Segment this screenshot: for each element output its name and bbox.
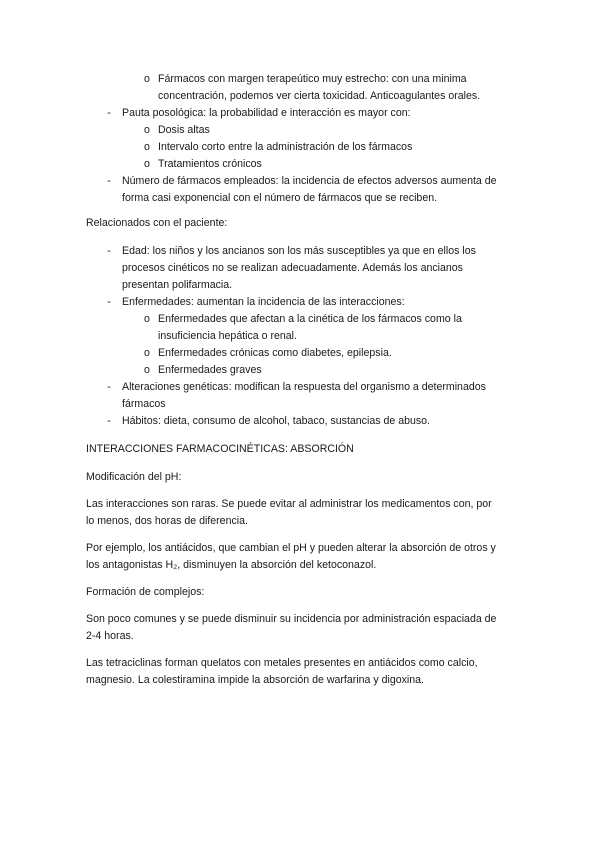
- list-item-text: Número de fármacos empleados: la incidencia de efectos adversos aumenta de: [122, 175, 497, 187]
- circle-bullet: o: [144, 313, 150, 325]
- paragraph-line: los antagonistas H₂, disminuyen la absorción del ketoconazol.: [86, 559, 377, 571]
- list-item-text: Tratamientos crónicos: [158, 158, 262, 170]
- dash-bullet: -: [107, 415, 111, 427]
- list-item-text: Dosis altas: [158, 124, 210, 136]
- subsection-label: Formación de complejos:: [86, 586, 205, 598]
- list-item-text: Edad: los niños y los ancianos son los más susceptibles ya que en ellos los: [122, 245, 476, 257]
- list-item-text: Enfermedades crónicas como diabetes, epilepsia.: [158, 347, 392, 359]
- list-item-text: Alteraciones genéticas: modifican la respuesta del organismo a determinados: [122, 381, 486, 393]
- paragraph-line: 2-4 horas.: [86, 630, 134, 642]
- list-item-text: Enfermedades que afectan a la cinética de los fármacos como la: [158, 313, 462, 325]
- paragraph-line: Son poco comunes y se puede disminuir su incidencia por administración espaciada de: [86, 613, 497, 625]
- dash-bullet: -: [107, 245, 111, 257]
- dash-bullet: -: [107, 175, 111, 187]
- list-item-text: concentración, podemos ver cierta toxicidad. Anticoagulantes orales.: [158, 90, 481, 102]
- section-heading: INTERACCIONES FARMACOCINÉTICAS: ABSORCIÓN: [86, 443, 354, 455]
- list-item-text: Enfermedades graves: [158, 364, 262, 376]
- paragraph-line: lo menos, dos horas de diferencia.: [86, 515, 248, 527]
- circle-bullet: o: [144, 73, 150, 85]
- circle-bullet: o: [144, 364, 150, 376]
- paragraph-line: magnesio. La colestiramina impide la absorción de warfarina y digoxina.: [86, 674, 425, 686]
- list-item-text: Fármacos con margen terapeútico muy estrecho: con una minima: [158, 73, 467, 85]
- circle-bullet: o: [144, 124, 150, 136]
- circle-bullet: o: [144, 158, 150, 170]
- list-item-text: presentan polifarmacia.: [122, 279, 233, 291]
- list-item-text: Pauta posológica: la probabilidad e interacción es mayor con:: [122, 107, 411, 119]
- list-item-text: Intervalo corto entre la administración de los fármacos: [158, 141, 413, 153]
- dash-bullet: -: [107, 381, 111, 393]
- paragraph-line: Las tetraciclinas forman quelatos con metales presentes en antiácidos como calcio,: [86, 657, 478, 669]
- list-item-text: insuficiencia hepática o renal.: [158, 330, 297, 342]
- subsection-label: Modificación del pH:: [86, 471, 182, 483]
- list-item-text: procesos cinéticos no se realizan adecuadamente. Además los ancianos: [122, 262, 463, 274]
- paragraph-line: Las interacciones son raras. Se puede evitar al administrar los medicamentos con, por: [86, 498, 492, 510]
- paragraph-line: Por ejemplo, los antiácidos, que cambian el pH y pueden alterar la absorción de otros y: [86, 542, 496, 554]
- circle-bullet: o: [144, 141, 150, 153]
- dash-bullet: -: [107, 296, 111, 308]
- list-item-text: fármacos: [122, 398, 166, 410]
- list-item-text: forma casi exponencial con el número de fármacos que se reciben.: [122, 192, 438, 204]
- circle-bullet: o: [144, 347, 150, 359]
- section-label: Relacionados con el paciente:: [86, 217, 228, 229]
- list-item-text: Hábitos: dieta, consumo de alcohol, tabaco, sustancias de abuso.: [122, 415, 430, 427]
- dash-bullet: -: [107, 107, 111, 119]
- list-item-text: Enfermedades: aumentan la incidencia de las interacciones:: [122, 296, 405, 308]
